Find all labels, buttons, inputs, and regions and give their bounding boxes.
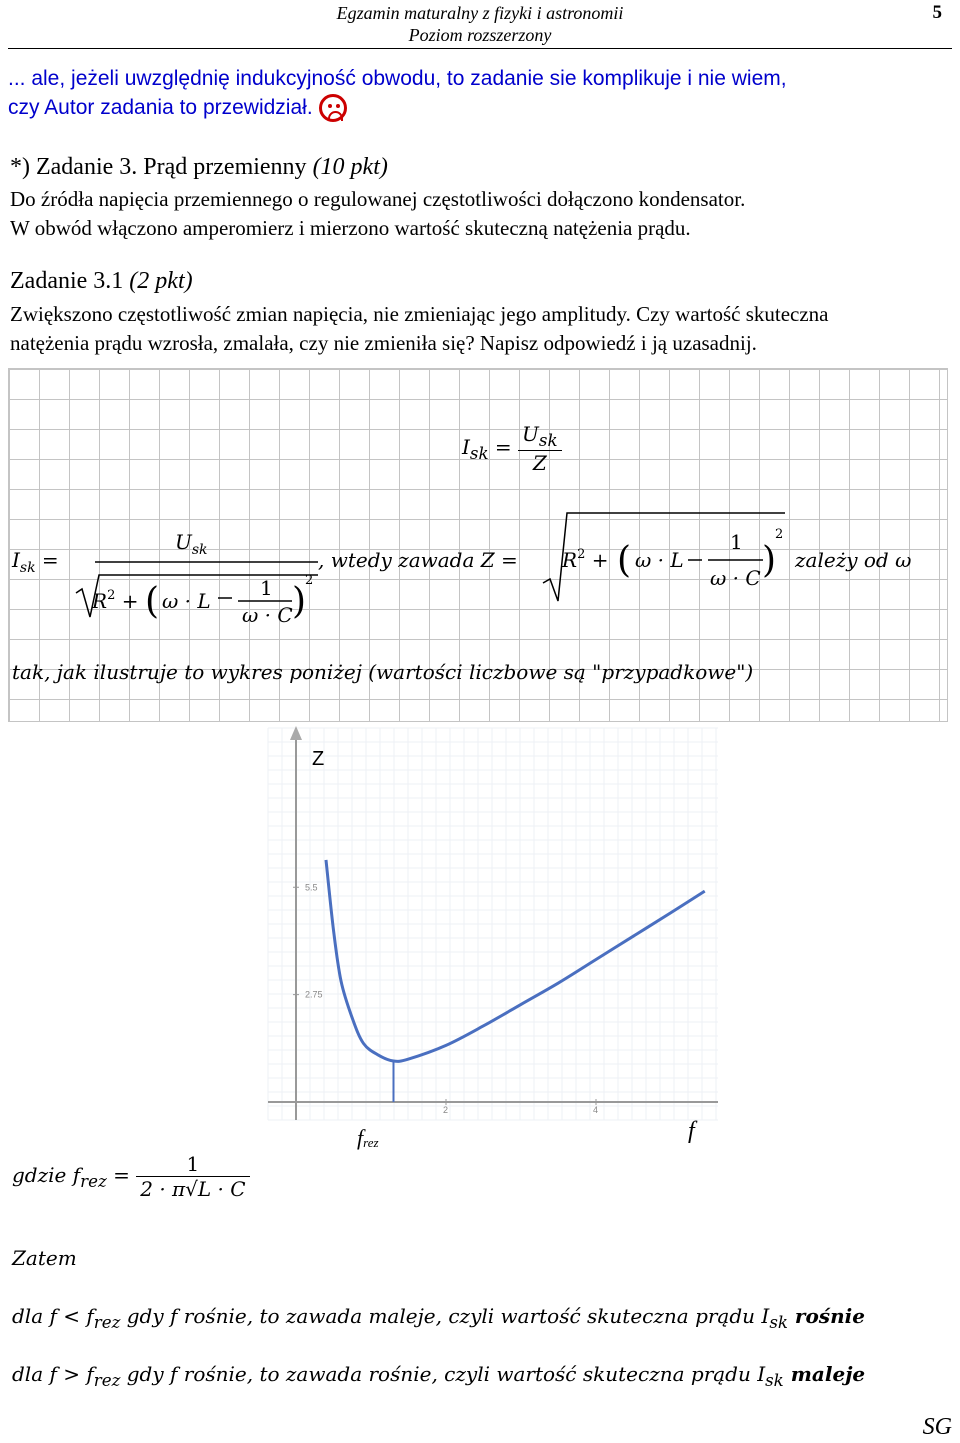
svg-text:ω · L: ω · L bbox=[635, 548, 684, 572]
frez-num: 1 bbox=[136, 1152, 249, 1177]
frez-formula bbox=[12, 1152, 250, 1201]
signature: SG bbox=[922, 1414, 952, 1440]
conclusion-line-1 bbox=[12, 1304, 865, 1332]
svg-text:2: 2 bbox=[775, 527, 784, 542]
c1-sub2: sk bbox=[769, 1313, 788, 1332]
eq2-zalezy: zależy od ω bbox=[795, 548, 912, 572]
frez-formula-label: gdzie $f_{rez}$ = bbox=[12, 1162, 137, 1191]
svg-text:R2 +: $R^2$ + bbox=[562, 547, 609, 572]
zatem-label: Zatem bbox=[12, 1246, 77, 1270]
x-tick-label: 2 bbox=[443, 1105, 449, 1115]
header-subtitle: Poziom rozszerzony bbox=[408, 25, 552, 45]
frez-fraction bbox=[136, 1152, 249, 1201]
svg-text:): ) bbox=[762, 540, 777, 581]
svg-text:ω · L: ω · L bbox=[162, 589, 211, 613]
svg-text:1: 1 bbox=[730, 530, 743, 554]
svg-text:ω · C: ω · C bbox=[242, 603, 293, 627]
eq1-lhs: I bbox=[462, 435, 470, 459]
svg-text:R2 +: $R^2$ + bbox=[92, 588, 139, 613]
c2-bold: maleje bbox=[783, 1362, 866, 1386]
task3-points: (10 pkt) bbox=[312, 154, 388, 180]
svg-text:): ) bbox=[292, 581, 307, 622]
c1-a: dla f < f bbox=[12, 1304, 94, 1328]
task3-text-2: W obwód włączono amperomierz i mierzono wartość skuteczną natężenia prądu. bbox=[10, 216, 691, 240]
task31-text-2: natężenia prądu wzrosła, zmalała, czy nie zmieniła się? Napisz odpowiedź i ją uzasadnij. bbox=[10, 331, 757, 355]
frez-label-sub: rez bbox=[363, 1135, 379, 1150]
svg-text:1: 1 bbox=[260, 576, 273, 600]
frez-label-f: f bbox=[357, 1125, 364, 1150]
x-tick-label: 4 bbox=[593, 1105, 599, 1115]
c2-a: dla f > f bbox=[12, 1362, 94, 1386]
header-title: Egzamin maturalny z fizyki i astronomii bbox=[336, 3, 624, 23]
y-tick-label: 5.5 bbox=[305, 882, 318, 893]
c2-sub2: sk bbox=[765, 1371, 784, 1390]
c2-rest: gdy f rośnie, to zawada rośnie, czyli wartość skuteczna prądu I bbox=[120, 1362, 766, 1386]
svg-text:Usk: $U_{sk}$ bbox=[175, 530, 208, 558]
task31-title: Zadanie 3.1 bbox=[10, 268, 130, 294]
task3-text-1: Do źródła napięcia przemiennego o regulowanej częstotliwości dołączono kondensator. bbox=[10, 187, 746, 211]
equation-isk: $I_{sk}$ = $\frac{U_{sk}}{Z}$ bbox=[462, 422, 562, 475]
note-line-2-text: czy Autor zadania to przewidział. bbox=[8, 96, 313, 119]
task31-text-1: Zwiększono częstotliwość zmian napięcia, nie zmieniając jego amplitudy. Czy wartość skuteczna bbox=[10, 302, 829, 326]
x-axis-label: f bbox=[688, 1118, 695, 1144]
c1-sub: rez bbox=[93, 1313, 121, 1332]
conclusion-line-2 bbox=[12, 1362, 865, 1390]
svg-text:(: ( bbox=[145, 581, 160, 622]
eq2-wtedy: , wtedy zawada Z = bbox=[318, 548, 518, 572]
y-axis-label: Z bbox=[312, 748, 325, 770]
eq1-num-sub: sk bbox=[538, 431, 558, 450]
c2-sub: rez bbox=[93, 1371, 121, 1390]
frez-formula-sub: rez bbox=[80, 1171, 107, 1191]
impedance-curve bbox=[326, 860, 705, 1061]
svg-text:2: 2 bbox=[305, 573, 314, 588]
note-line-1: ... ale, jeżeli uwzględnię indukcyjność obwodu, to zadanie sie komplikuje i nie wiem, bbox=[8, 67, 787, 90]
svg-text:Isk =: $I_{sk}$ = bbox=[12, 548, 59, 576]
task3-title: *) Zadanie 3. Prąd przemienny bbox=[10, 154, 313, 180]
frez-label bbox=[357, 1125, 379, 1150]
illustration-note: tak, jak ilustruje to wykres poniżej (wartości liczbowe są "przypadkowe") bbox=[12, 660, 754, 684]
svg-text:ω · C: ω · C bbox=[710, 566, 761, 590]
y-tick-label: 2.75 bbox=[305, 989, 323, 1000]
c1-rest: gdy f rośnie, to zawada maleje, czyli wartość skuteczna prądu I bbox=[120, 1304, 770, 1328]
task31-points: (2 pkt) bbox=[129, 268, 193, 294]
c1-bold: rośnie bbox=[787, 1304, 865, 1328]
page-number: 5 bbox=[932, 2, 942, 23]
eq1-lhs-sub: sk bbox=[469, 444, 489, 463]
eq1-num: U bbox=[522, 422, 539, 446]
frez-formula-text: gdzie f bbox=[12, 1162, 81, 1187]
frez-den: 2 · π√L · C bbox=[140, 1177, 246, 1201]
eq1-den: Z bbox=[532, 451, 547, 475]
svg-text:(: ( bbox=[617, 540, 632, 581]
